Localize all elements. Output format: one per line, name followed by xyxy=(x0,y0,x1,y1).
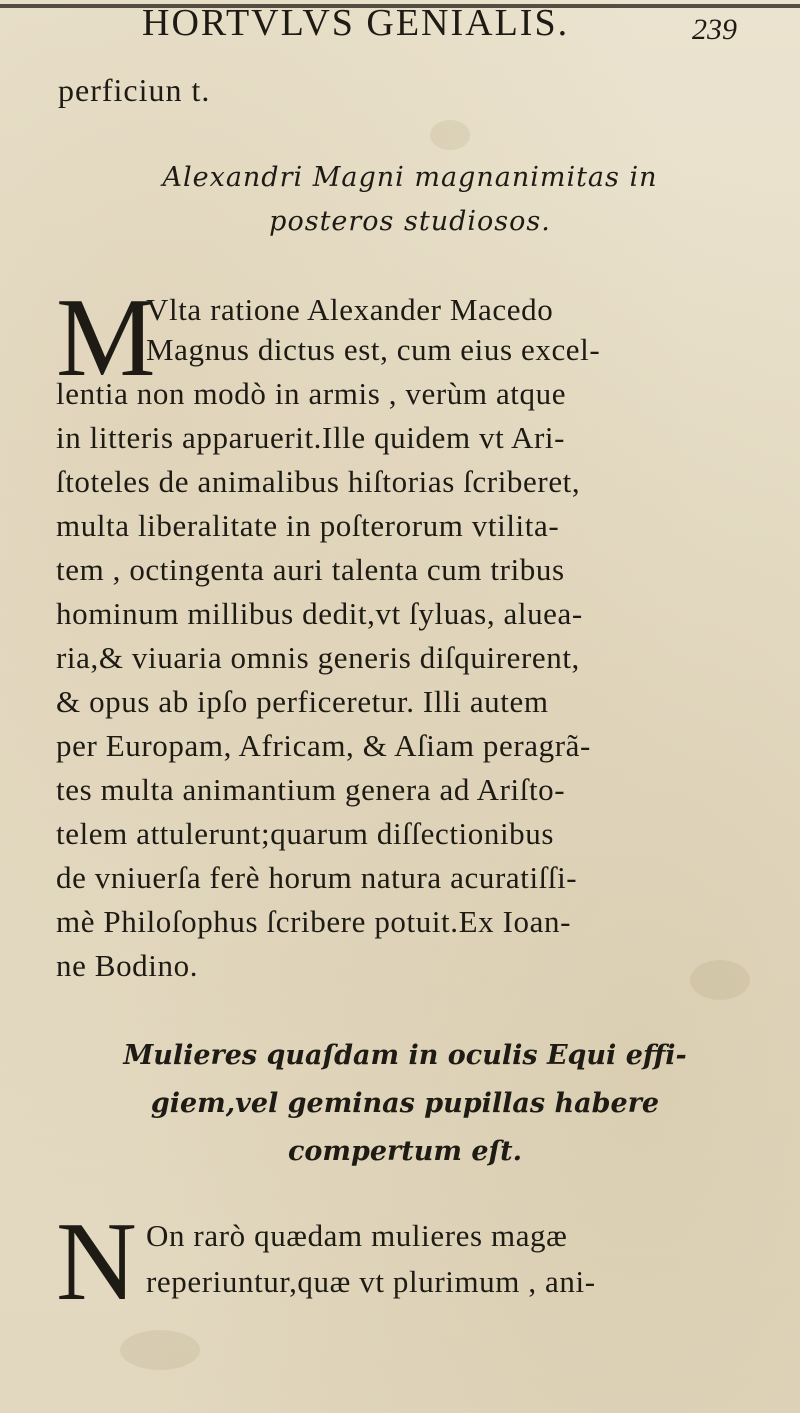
section-2-line-2: reperiuntur,quæ vt plurimum , ani- xyxy=(146,1264,596,1299)
section-1-line-10: & opus ab ipſo perficeretur. Illi autem xyxy=(56,684,549,719)
running-head-title: HORTVLVS GENIALIS. xyxy=(142,2,570,44)
section-2-dropcap: N xyxy=(56,1200,137,1324)
section-1-dropcap: M xyxy=(56,276,156,400)
section-2-heading-line-1: Mulieres quaſdam in oculis Equi effi- xyxy=(123,1040,687,1071)
section-1-line-9: ria,& viuaria omnis generis diſquirerent, xyxy=(56,640,580,675)
paper-stain xyxy=(690,960,750,1000)
section-1-line-6: multa liberalitate in poſterorum vtilita- xyxy=(56,508,560,543)
section-1-line-2: Magnus dictus est, cum eius excel- xyxy=(146,332,601,367)
section-1-heading-line-2: posteros studiosos. xyxy=(269,206,551,237)
section-1-line-5: ſtoteles de animalibus hiſtorias ſcriberet, xyxy=(56,464,581,499)
section-1-line-14: de vniuerſa ferè horum natura acuratiſſi- xyxy=(56,860,578,895)
section-1-line-15: mè Philoſophus ſcribere potuit.Ex Ioan- xyxy=(56,904,571,939)
section-1-line-3: lentia non modò in armis , verùm atque xyxy=(56,376,567,411)
section-2-heading-line-3: compertum eſt. xyxy=(287,1136,523,1167)
section-2-heading-line-2: giem,vel geminas pupillas habere xyxy=(150,1088,660,1119)
section-1-line-11: per Europam, Africam, & Aſiam peragrã- xyxy=(56,728,591,763)
section-1-line-4: in litteris apparuerit.Ille quidem vt Ari- xyxy=(56,420,566,455)
paper-stain xyxy=(120,1330,200,1370)
page-number: 239 xyxy=(692,13,737,46)
section-1-line-12: tes multa animantium genera ad Ariſto- xyxy=(56,772,566,807)
section-1-line-1: Vlta ratione Alexander Macedo xyxy=(146,292,554,327)
section-1-line-7: tem , octingenta auri talenta cum tribus xyxy=(56,552,565,587)
section-2-line-1: On rarò quædam mulieres magæ xyxy=(146,1218,568,1253)
paper-stain xyxy=(430,120,470,150)
section-1-line-16: ne Bodino. xyxy=(56,948,199,983)
section-1-line-8: hominum millibus dedit,vt ſyluas, aluea- xyxy=(56,596,583,631)
carry-over-text: perficiun t. xyxy=(58,72,211,108)
section-1-heading-line-1: Alexandri Magni magnanimitas in xyxy=(162,162,658,193)
section-1-line-13: telem attulerunt;quarum diſſectionibus xyxy=(56,816,555,851)
